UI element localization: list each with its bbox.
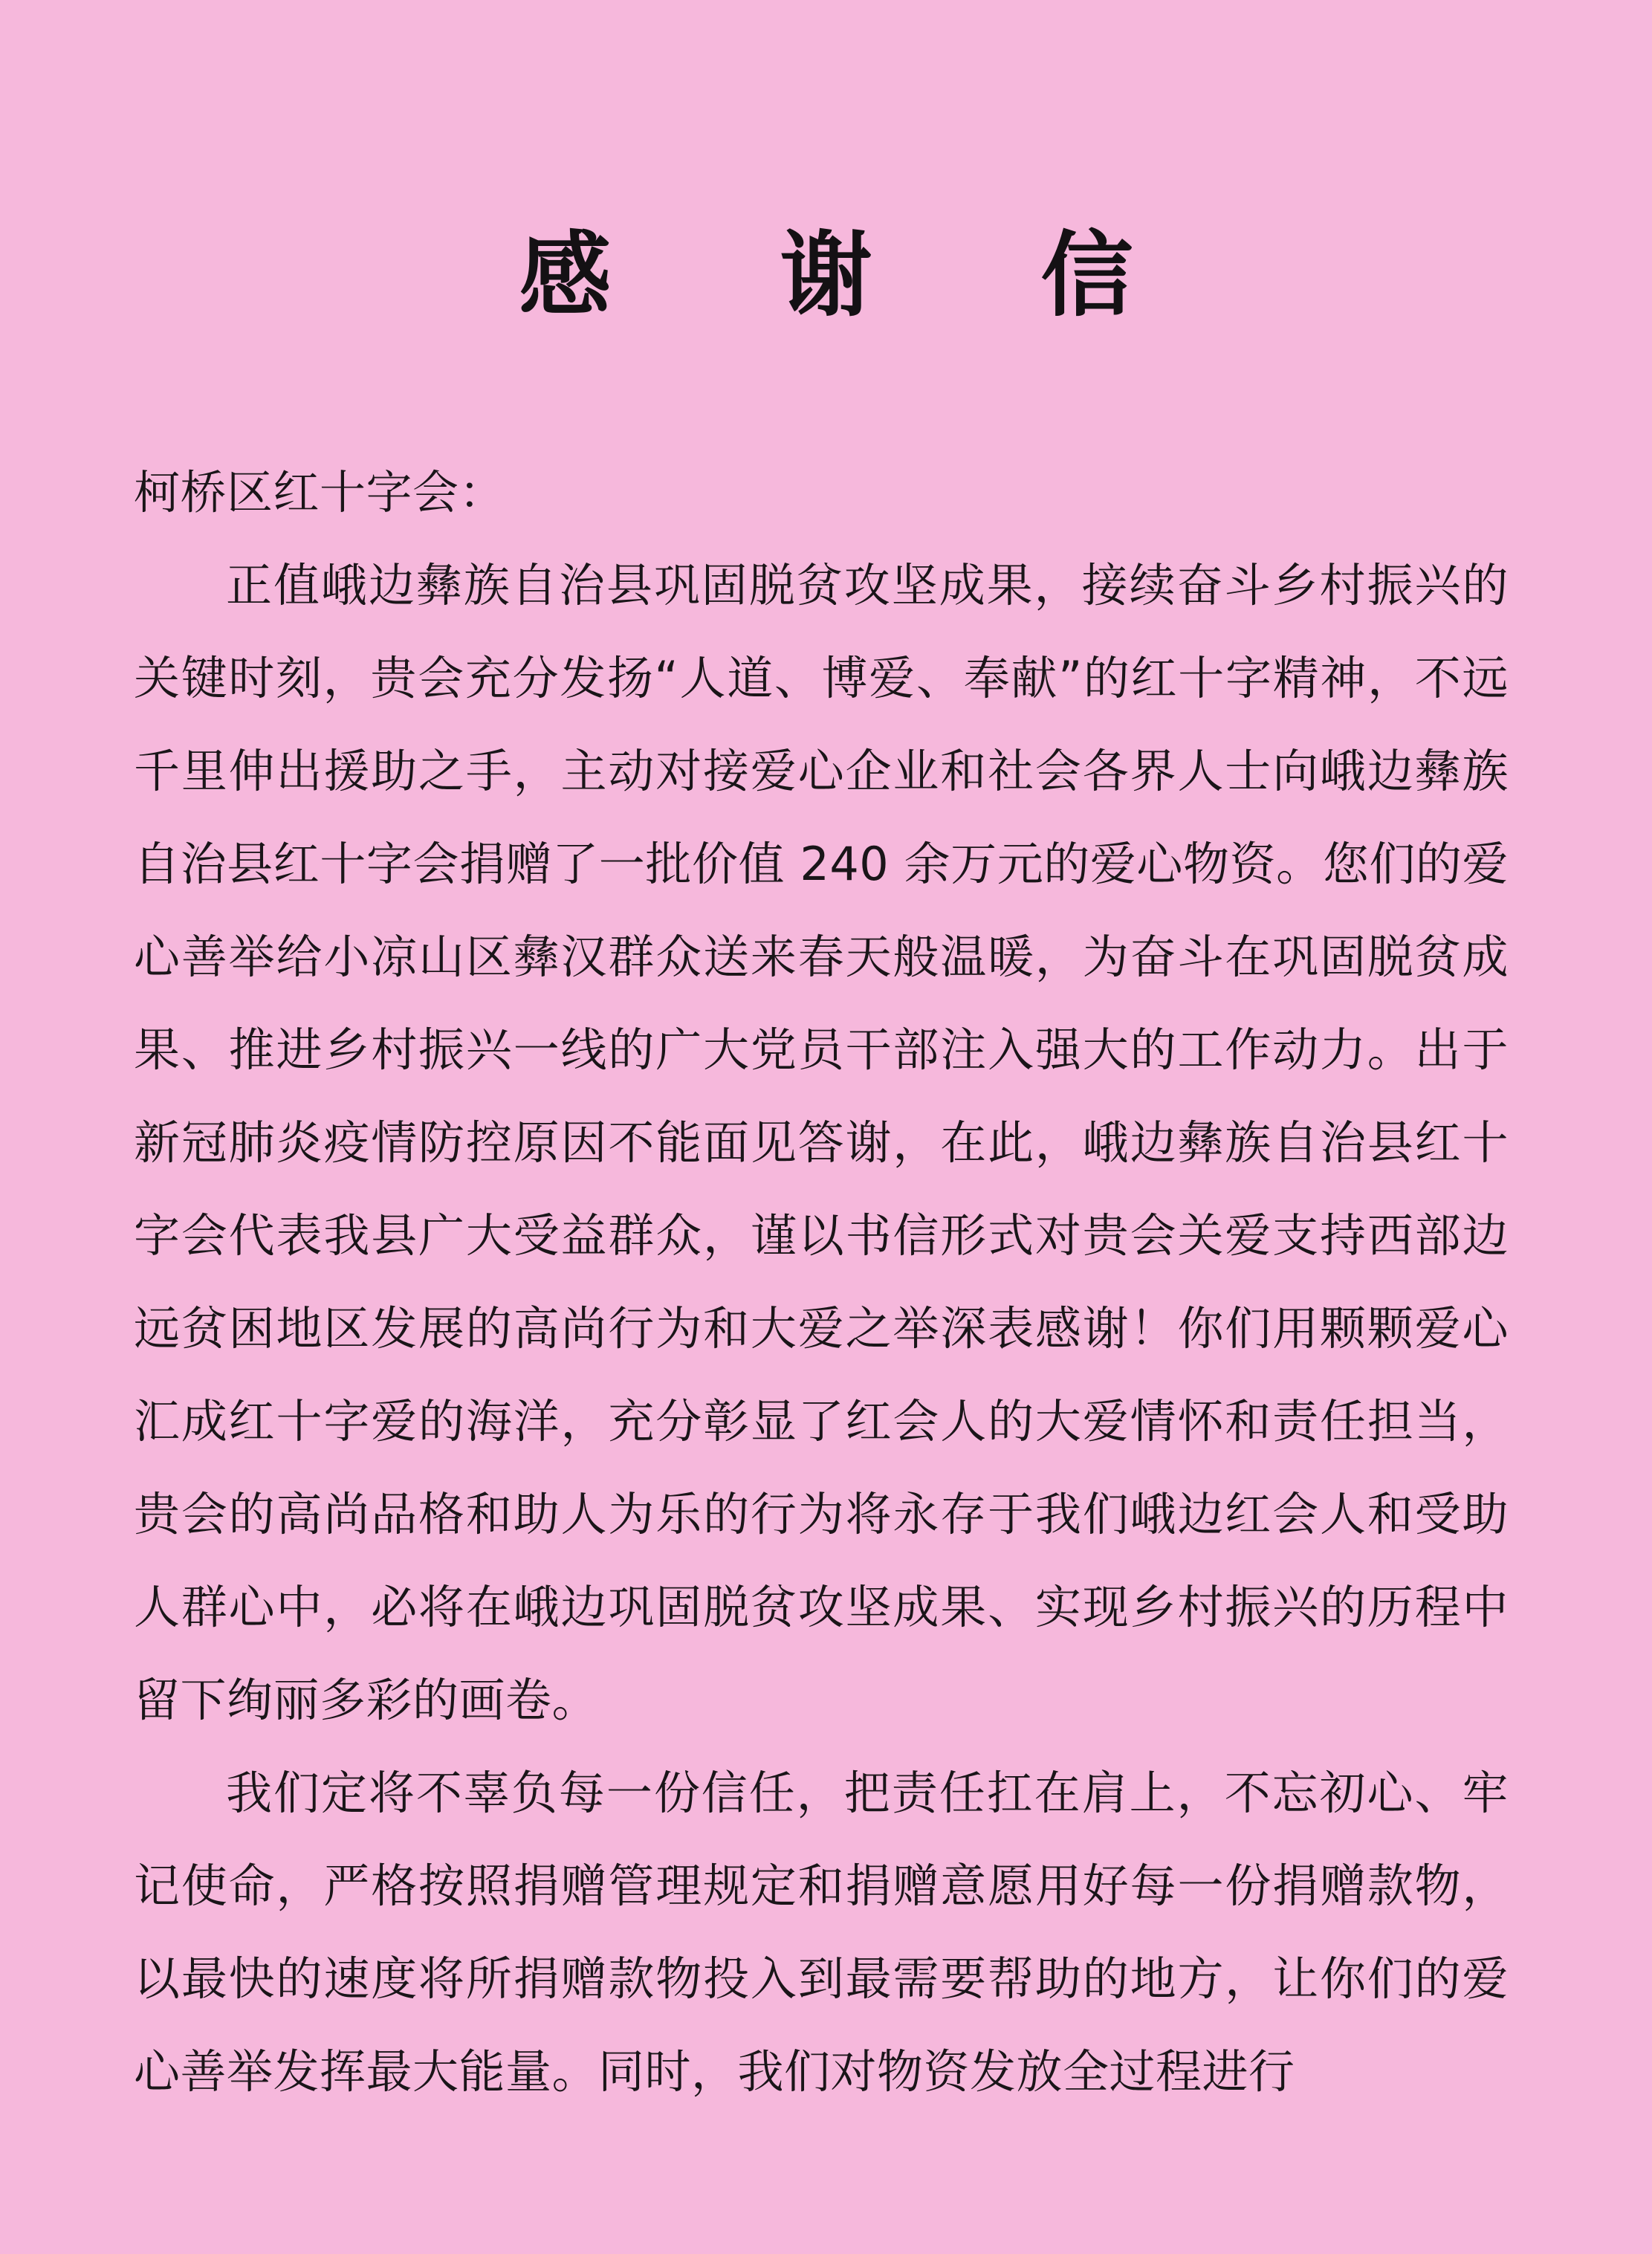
- letter-paragraph-1: 正值峨边彝族自治县巩固脱贫攻坚成果，接续奋斗乡村振兴的关键时刻，贵会充分发扬“人道、博爱、奉献”的红十字精神，不远千里伸出援助之手，主动对接爱心企业和社会各界人士向峨边彝族自治县红十字会捐赠了一批价值 240 余万元的爱心物资。您们的爱心善举给小凉山区彝汉群众送来春天般温暖，为奋斗在巩固脱贫成果、推进乡村振兴一线的广大党员干部注入强大的工作动力。出于新冠肺炎疫情防控原因不能面见答谢，在此，峨边彝族自治县红十字会代表我县广大受益群众，谨以书信形式对贵会关爱支持西部边远贫困地区发展的高尚行为和大爱之举深表感谢！你们用颗颗爱心汇成红十字爱的海洋，充分彰显了红会人的大爱情怀和责任担当，贵会的高尚品格和助人为乐的行为将永存于我们峨边红会人和受助人群心中，必将在峨边巩固脱贫攻坚成果、实现乡村振兴的历程中留下绚丽多彩的画卷。: [134, 558, 1509, 1727]
- letter-body: [134, 446, 1509, 2118]
- letter-title: 感 谢 信: [519, 221, 1202, 329]
- letter-paragraph-2: 我们定将不辜负每一份信任，把责任扛在肩上，不忘初心、牢记使命，严格按照捐赠管理规定和捐赠意愿用好每一份捐赠款物，以最快的速度将所捐赠款物投入到最需要帮助的地方，让你们的爱心善举发挥最大能量。同时，我们对物资发放全过程进行: [134, 1766, 1509, 2099]
- letter-salutation: 柯桥区红十字会：: [134, 465, 506, 519]
